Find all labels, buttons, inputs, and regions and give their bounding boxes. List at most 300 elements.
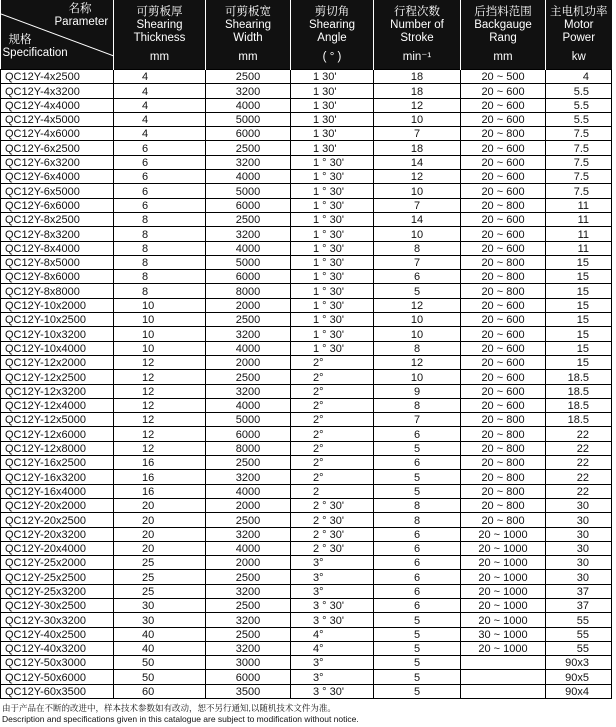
table-row (1, 670, 612, 684)
cell-spec: QC12Y-8x6000 (1, 270, 114, 284)
cell-motor: 15 (546, 284, 612, 298)
cell-stroke: 12 (374, 170, 461, 184)
cell-angle: 2° (291, 413, 374, 427)
cell-stroke: 5 (374, 484, 461, 498)
cell-spec: QC12Y-10x3200 (1, 327, 114, 341)
cell-backgauge: 20 ~ 800 (461, 513, 546, 527)
cell-motor: 5.5 (546, 84, 612, 98)
cell-stroke: 9 (374, 384, 461, 398)
header-name-zh: 名称 (68, 3, 92, 15)
table-row (1, 598, 612, 612)
cell-thickness: 6 (114, 170, 206, 184)
cell-stroke: 10 (374, 112, 461, 126)
header-thickness-unit: mm (149, 50, 170, 63)
cell-thickness: 6 (114, 155, 206, 169)
cell-spec: QC12Y-16x4000 (1, 484, 114, 498)
header-motor-en1: Motor (564, 18, 594, 31)
cell-angle: 1 ° 30' (291, 255, 374, 269)
cell-spec: QC12Y-30x3200 (1, 613, 114, 627)
cell-thickness: 50 (114, 670, 206, 684)
cell-spec: QC12Y-4x4000 (1, 98, 114, 112)
cell-spec: QC12Y-8x3200 (1, 227, 114, 241)
cell-stroke: 6 (374, 541, 461, 555)
cell-thickness: 12 (114, 398, 206, 412)
cell-stroke: 10 (374, 313, 461, 327)
cell-width: 2000 (206, 298, 291, 312)
cell-spec: QC12Y-6x3200 (1, 155, 114, 169)
cell-angle: 2° (291, 384, 374, 398)
cell-angle: 2° (291, 456, 374, 470)
table-row (1, 141, 612, 155)
cell-spec: QC12Y-8x2500 (1, 212, 114, 226)
cell-angle: 1 ° 30' (291, 313, 374, 327)
cell-thickness: 16 (114, 484, 206, 498)
cell-thickness: 8 (114, 212, 206, 226)
cell-width: 2500 (206, 212, 291, 226)
header-thickness-en2: Thickness (133, 31, 186, 44)
cell-motor: 11 (546, 227, 612, 241)
cell-motor: 15 (546, 270, 612, 284)
cell-stroke: 14 (374, 212, 461, 226)
cell-spec: QC12Y-40x2500 (1, 627, 114, 641)
cell-stroke: 10 (374, 327, 461, 341)
cell-angle: 1 30' (291, 141, 374, 155)
cell-motor: 18.5 (546, 370, 612, 384)
cell-backgauge: 20 ~ 800 (461, 427, 546, 441)
cell-motor: 11 (546, 198, 612, 212)
cell-thickness: 30 (114, 613, 206, 627)
cell-stroke: 8 (374, 498, 461, 512)
note-zh: 由于产品在不断的改进中，样本技术参数如有改动，恕不另行通知,以随机技术文件为准。 (2, 703, 336, 713)
cell-spec: QC12Y-25x2500 (1, 570, 114, 584)
cell-spec: QC12Y-50x3000 (1, 656, 114, 670)
cell-spec: QC12Y-12x3200 (1, 384, 114, 398)
cell-spec: QC12Y-25x2000 (1, 556, 114, 570)
cell-width: 3200 (206, 155, 291, 169)
cell-backgauge: 20 ~ 600 (461, 398, 546, 412)
cell-stroke: 6 (374, 570, 461, 584)
table-row (1, 212, 612, 226)
cell-spec: QC12Y-20x2500 (1, 513, 114, 527)
cell-spec: QC12Y-20x2000 (1, 498, 114, 512)
cell-stroke: 12 (374, 98, 461, 112)
table-row (1, 227, 612, 241)
cell-stroke: 8 (374, 398, 461, 412)
table-row (1, 284, 612, 298)
cell-motor: 30 (546, 541, 612, 555)
cell-thickness: 4 (114, 70, 206, 84)
cell-spec: QC12Y-8x5000 (1, 255, 114, 269)
cell-backgauge: 20 ~ 600 (461, 212, 546, 226)
header-spec-parameter (1, 0, 114, 70)
cell-angle: 3° (291, 556, 374, 570)
header-width-en2: Width (233, 31, 263, 44)
table-row (1, 341, 612, 355)
table-row (1, 198, 612, 212)
cell-angle: 2° (291, 370, 374, 384)
cell-angle: 1 ° 30' (291, 212, 374, 226)
cell-thickness: 8 (114, 227, 206, 241)
cell-angle: 3° (291, 670, 374, 684)
cell-spec: QC12Y-6x2500 (1, 141, 114, 155)
cell-backgauge: 20 ~ 500 (461, 70, 546, 84)
header-width-unit: mm (238, 50, 258, 63)
cell-stroke: 5 (374, 641, 461, 655)
cell-motor: 90x5 (546, 670, 612, 684)
cell-backgauge: 20 ~ 600 (461, 384, 546, 398)
cell-width: 4000 (206, 398, 291, 412)
cell-width: 2500 (206, 570, 291, 584)
header-backgauge-zh: 后挡料范围 (474, 5, 532, 18)
cell-angle: 1 ° 30' (291, 198, 374, 212)
cell-motor: 4 (546, 70, 612, 84)
cell-width: 2500 (206, 513, 291, 527)
cell-motor: 15 (546, 327, 612, 341)
table-row (1, 684, 612, 698)
cell-backgauge: 20 ~ 1000 (461, 598, 546, 612)
cell-width: 2000 (206, 556, 291, 570)
table-row (1, 127, 612, 141)
cell-motor: 15 (546, 313, 612, 327)
cell-angle: 1 ° 30' (291, 241, 374, 255)
cell-stroke: 7 (374, 413, 461, 427)
table-row (1, 484, 612, 498)
cell-motor: 55 (546, 641, 612, 655)
cell-backgauge: 20 ~ 1000 (461, 541, 546, 555)
cell-spec: QC12Y-10x4000 (1, 341, 114, 355)
cell-thickness: 30 (114, 598, 206, 612)
cell-backgauge: 20 ~ 1000 (461, 527, 546, 541)
table-row (1, 255, 612, 269)
cell-motor: 90x4 (546, 684, 612, 698)
header-stroke-zh: 行程次数 (394, 5, 440, 18)
cell-thickness: 50 (114, 656, 206, 670)
table-row (1, 84, 612, 98)
cell-motor: 22 (546, 427, 612, 441)
cell-motor: 30 (546, 513, 612, 527)
cell-stroke: 6 (374, 556, 461, 570)
cell-spec: QC12Y-12x6000 (1, 427, 114, 441)
cell-thickness: 4 (114, 84, 206, 98)
cell-stroke: 14 (374, 155, 461, 169)
cell-motor: 7.5 (546, 170, 612, 184)
cell-spec: QC12Y-12x4000 (1, 398, 114, 412)
table-row (1, 556, 612, 570)
cell-spec: QC12Y-60x3500 (1, 684, 114, 698)
cell-thickness: 10 (114, 341, 206, 355)
header-stroke (374, 0, 461, 70)
cell-motor: 30 (546, 498, 612, 512)
cell-backgauge: 20 ~ 600 (461, 341, 546, 355)
cell-angle: 2 (291, 484, 374, 498)
cell-backgauge: 20 ~ 800 (461, 484, 546, 498)
cell-spec: QC12Y-6x5000 (1, 184, 114, 198)
cell-thickness: 4 (114, 127, 206, 141)
cell-width: 8000 (206, 441, 291, 455)
table-row (1, 441, 612, 455)
cell-spec: QC12Y-12x8000 (1, 441, 114, 455)
cell-backgauge: 20 ~ 600 (461, 184, 546, 198)
cell-motor: 11 (546, 241, 612, 255)
header-angle-en1: Shearing (308, 18, 356, 31)
cell-motor: 22 (546, 470, 612, 484)
cell-thickness: 12 (114, 355, 206, 369)
cell-motor: 18.5 (546, 398, 612, 412)
cell-stroke: 8 (374, 241, 461, 255)
cell-angle: 1 30' (291, 127, 374, 141)
header-motor (546, 0, 612, 70)
cell-backgauge: 20 ~ 800 (461, 198, 546, 212)
cell-angle: 2 ° 30' (291, 541, 374, 555)
cell-width: 2500 (206, 598, 291, 612)
cell-angle: 2° (291, 398, 374, 412)
cell-angle: 2 ° 30' (291, 513, 374, 527)
table-row (1, 155, 612, 169)
cell-backgauge: 20 ~ 600 (461, 141, 546, 155)
cell-width: 2500 (206, 313, 291, 327)
header-backgauge-en2: Rang (489, 31, 517, 44)
cell-width: 4000 (206, 341, 291, 355)
table-row (1, 541, 612, 555)
cell-backgauge: 20 ~ 600 (461, 170, 546, 184)
cell-motor: 7.5 (546, 127, 612, 141)
cell-backgauge: 20 ~ 800 (461, 127, 546, 141)
cell-stroke: 18 (374, 70, 461, 84)
cell-width: 3200 (206, 227, 291, 241)
cell-thickness: 4 (114, 112, 206, 126)
table-row (1, 270, 612, 284)
cell-spec: QC12Y-8x8000 (1, 284, 114, 298)
cell-width: 4000 (206, 241, 291, 255)
cell-width: 5000 (206, 112, 291, 126)
cell-spec: QC12Y-6x6000 (1, 198, 114, 212)
cell-thickness: 20 (114, 527, 206, 541)
header-motor-zh: 主电机功率 (550, 5, 608, 18)
cell-motor: 55 (546, 613, 612, 627)
cell-stroke: 5 (374, 470, 461, 484)
cell-width: 6000 (206, 270, 291, 284)
cell-spec: QC12Y-16x3200 (1, 470, 114, 484)
cell-backgauge: 20 ~ 1000 (461, 570, 546, 584)
cell-thickness: 8 (114, 255, 206, 269)
cell-stroke: 18 (374, 141, 461, 155)
cell-thickness: 12 (114, 384, 206, 398)
cell-thickness: 40 (114, 641, 206, 655)
cell-motor: 15 (546, 255, 612, 269)
cell-width: 6000 (206, 198, 291, 212)
header-angle-en2: Angle (317, 31, 347, 44)
cell-motor: 7.5 (546, 155, 612, 169)
header-backgauge (461, 0, 546, 70)
cell-thickness: 20 (114, 541, 206, 555)
cell-motor: 22 (546, 456, 612, 470)
cell-thickness: 8 (114, 241, 206, 255)
cell-backgauge: 20 ~ 600 (461, 241, 546, 255)
cell-angle: 4° (291, 627, 374, 641)
cell-stroke: 5 (374, 441, 461, 455)
table-row (1, 656, 612, 670)
cell-width: 3200 (206, 613, 291, 627)
table-row (1, 98, 612, 112)
cell-backgauge: 20 ~ 600 (461, 370, 546, 384)
cell-backgauge: 20 ~ 800 (461, 255, 546, 269)
cell-stroke: 6 (374, 527, 461, 541)
cell-thickness: 25 (114, 570, 206, 584)
cell-width: 8000 (206, 284, 291, 298)
cell-spec: QC12Y-20x4000 (1, 541, 114, 555)
table-row (1, 527, 612, 541)
cell-spec: QC12Y-6x4000 (1, 170, 114, 184)
cell-width: 4000 (206, 98, 291, 112)
cell-backgauge: 20 ~ 800 (461, 284, 546, 298)
cell-angle: 2° (291, 441, 374, 455)
cell-thickness: 12 (114, 370, 206, 384)
cell-motor: 18.5 (546, 413, 612, 427)
cell-thickness: 20 (114, 498, 206, 512)
cell-stroke: 10 (374, 370, 461, 384)
cell-spec: QC12Y-4x6000 (1, 127, 114, 141)
cell-angle: 1 ° 30' (291, 270, 374, 284)
cell-width: 6000 (206, 427, 291, 441)
cell-angle: 1 ° 30' (291, 227, 374, 241)
cell-width: 3200 (206, 641, 291, 655)
cell-stroke: 12 (374, 298, 461, 312)
table-row (1, 313, 612, 327)
cell-width: 3500 (206, 684, 291, 698)
cell-angle: 1 ° 30' (291, 155, 374, 169)
cell-stroke: 6 (374, 584, 461, 598)
cell-thickness: 10 (114, 298, 206, 312)
cell-backgauge: 20 ~ 600 (461, 327, 546, 341)
cell-width: 5000 (206, 255, 291, 269)
cell-angle: 1 30' (291, 112, 374, 126)
cell-motor: 5.5 (546, 98, 612, 112)
cell-stroke: 12 (374, 355, 461, 369)
cell-width: 3000 (206, 656, 291, 670)
cell-motor: 7.5 (546, 184, 612, 198)
cell-spec: QC12Y-20x3200 (1, 527, 114, 541)
table-row (1, 170, 612, 184)
cell-spec: QC12Y-12x2500 (1, 370, 114, 384)
table-row (1, 398, 612, 412)
cell-width: 4000 (206, 170, 291, 184)
table-row (1, 112, 612, 126)
header-angle-unit: ( ° ) (322, 50, 342, 63)
cell-width: 6000 (206, 670, 291, 684)
header-thickness (114, 0, 206, 70)
table-row (1, 70, 612, 84)
header-width-en1: Shearing (224, 18, 272, 31)
cell-motor: 55 (546, 627, 612, 641)
cell-width: 2000 (206, 498, 291, 512)
cell-motor: 7.5 (546, 141, 612, 155)
cell-width: 3200 (206, 327, 291, 341)
cell-backgauge: 20 ~ 1000 (461, 556, 546, 570)
cell-width: 3200 (206, 584, 291, 598)
cell-backgauge: 20 ~ 1000 (461, 613, 546, 627)
cell-stroke: 5 (374, 684, 461, 698)
cell-backgauge: 20 ~ 800 (461, 441, 546, 455)
header-width (206, 0, 291, 70)
cell-motor: 30 (546, 556, 612, 570)
cell-angle: 1 ° 30' (291, 327, 374, 341)
cell-spec: QC12Y-16x2500 (1, 456, 114, 470)
cell-width: 2500 (206, 70, 291, 84)
header-angle (291, 0, 374, 70)
cell-spec: QC12Y-10x2000 (1, 298, 114, 312)
cell-angle: 1 ° 30' (291, 184, 374, 198)
table-row (1, 184, 612, 198)
header-angle-zh: 剪切角 (314, 5, 350, 18)
cell-angle: 2° (291, 355, 374, 369)
cell-thickness: 12 (114, 413, 206, 427)
cell-motor: 15 (546, 341, 612, 355)
cell-thickness: 16 (114, 456, 206, 470)
table-header (1, 0, 612, 70)
header-thickness-en1: Shearing (136, 18, 183, 31)
cell-angle: 1 ° 30' (291, 341, 374, 355)
cell-stroke: 8 (374, 513, 461, 527)
cell-stroke: 6 (374, 598, 461, 612)
cell-angle: 3 ° 30' (291, 598, 374, 612)
cell-stroke: 5 (374, 670, 461, 684)
cell-stroke: 8 (374, 341, 461, 355)
header-stroke-en2: Stroke (400, 31, 434, 44)
table-row (1, 370, 612, 384)
cell-backgauge: 20 ~ 800 (461, 413, 546, 427)
cell-motor: 90x3 (546, 656, 612, 670)
cell-backgauge: 20 ~ 600 (461, 98, 546, 112)
cell-thickness: 8 (114, 284, 206, 298)
note-en: Description and specifications given in this catalogue are subject to modification without notice. (2, 714, 359, 724)
cell-thickness: 12 (114, 441, 206, 455)
cell-motor: 30 (546, 527, 612, 541)
cell-width: 4000 (206, 484, 291, 498)
cell-spec: QC12Y-4x3200 (1, 84, 114, 98)
header-backgauge-unit: mm (493, 50, 513, 63)
cell-backgauge: 20 ~ 600 (461, 355, 546, 369)
cell-angle: 3 ° 30' (291, 684, 374, 698)
cell-motor: 5.5 (546, 112, 612, 126)
cell-stroke: 7 (374, 198, 461, 212)
table-row (1, 413, 612, 427)
cell-stroke: 7 (374, 255, 461, 269)
header-backgauge-en1: Backgauge (474, 18, 532, 31)
cell-thickness: 10 (114, 313, 206, 327)
cell-width: 6000 (206, 127, 291, 141)
cell-motor: 18.5 (546, 384, 612, 398)
cell-spec: QC12Y-4x2500 (1, 70, 114, 84)
cell-backgauge: 30 ~ 1000 (461, 627, 546, 641)
cell-stroke: 5 (374, 656, 461, 670)
cell-angle: 3° (291, 584, 374, 598)
cell-thickness: 40 (114, 627, 206, 641)
cell-width: 3200 (206, 384, 291, 398)
table-row (1, 241, 612, 255)
cell-spec: QC12Y-10x2500 (1, 313, 114, 327)
cell-stroke: 10 (374, 184, 461, 198)
table-row (1, 427, 612, 441)
cell-spec: QC12Y-12x2000 (1, 355, 114, 369)
cell-width: 3200 (206, 84, 291, 98)
cell-thickness: 12 (114, 427, 206, 441)
cell-angle: 3 ° 30' (291, 613, 374, 627)
cell-width: 5000 (206, 413, 291, 427)
header-spec-zh: 规格 (8, 34, 32, 46)
header-name-en: Parameter (54, 16, 109, 28)
cell-thickness: 4 (114, 98, 206, 112)
cell-backgauge: 20 ~ 600 (461, 227, 546, 241)
